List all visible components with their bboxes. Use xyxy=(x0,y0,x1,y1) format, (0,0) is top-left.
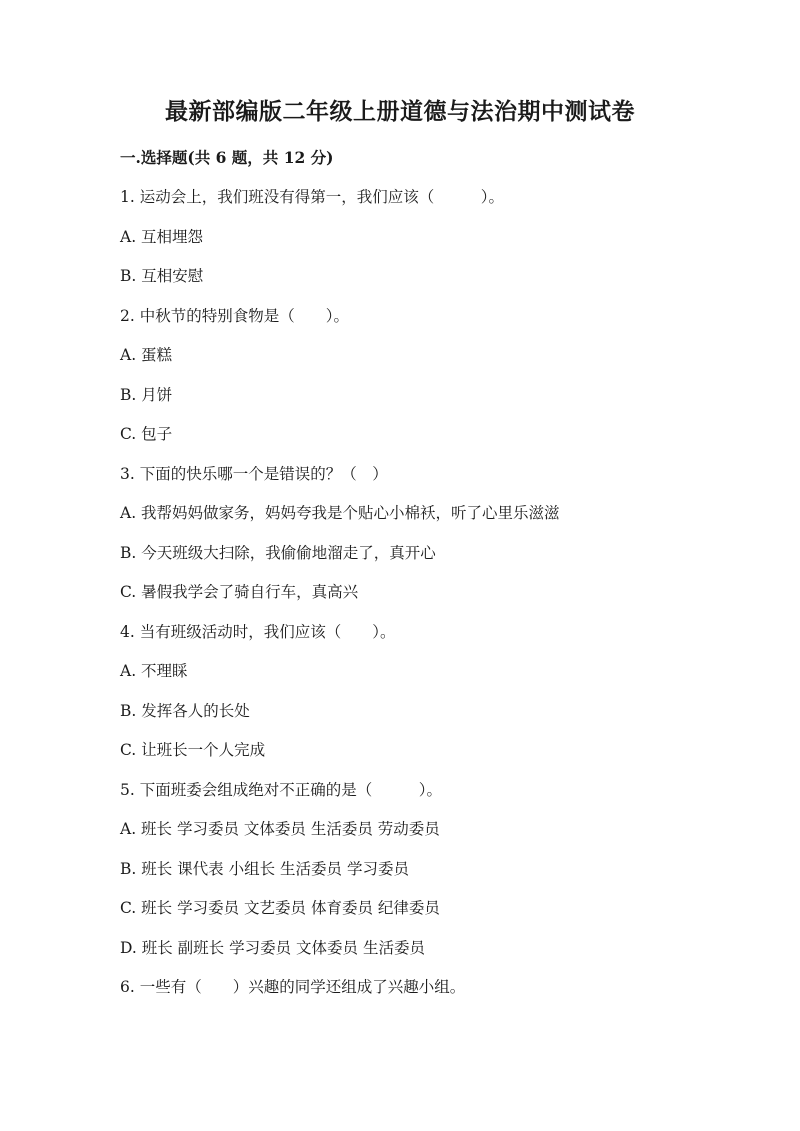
option-line: B. 今天班级大扫除，我偷偷地溜走了，真开心 xyxy=(120,543,436,562)
option-line: A. 不理睬 xyxy=(120,662,188,680)
option-line: D. 班长 副班长 学习委员 文体委员 生活委员 xyxy=(120,938,425,957)
question-list xyxy=(120,185,720,1015)
option-line: C. 班长 学习委员 文艺委员 体育委员 纪律委员 xyxy=(120,899,440,917)
option-line: B. 发挥各人的长处 xyxy=(120,701,250,720)
option-line: A. 蛋糕 xyxy=(120,346,173,364)
section-heading: 一.选择题(共 6 题，共 12 分) xyxy=(120,148,334,167)
option-line: B. 互相安慰 xyxy=(120,267,204,285)
option-line: B. 班长 课代表 小组长 生活委员 学习委员 xyxy=(120,859,409,878)
document-title: 最新部编版二年级上册道德与法治期中测试卷 xyxy=(165,98,635,125)
question-line: 6. 一些有（ ）兴趣的同学还组成了兴趣小组。 xyxy=(120,978,466,996)
option-line: C. 让班长一个人完成 xyxy=(120,741,266,759)
question-line: 5. 下面班委会组成绝对不正确的是（ ）。 xyxy=(120,780,442,799)
option-line: B. 月饼 xyxy=(120,385,173,404)
option-line: A. 互相埋怨 xyxy=(120,227,204,246)
option-line: A. 我帮妈妈做家务，妈妈夸我是个贴心小棉袄，听了心里乐滋滋 xyxy=(120,504,560,522)
question-line: 3. 下面的快乐哪一个是错误的？（ ） xyxy=(120,464,388,483)
question-line: 1. 运动会上，我们班没有得第一，我们应该（ ）。 xyxy=(120,188,504,206)
option-line: C. 暑假我学会了骑自行车，真高兴 xyxy=(120,583,359,601)
option-line: A. 班长 学习委员 文体委员 生活委员 劳动委员 xyxy=(120,820,440,838)
question-line: 4. 当有班级活动时，我们应该（ ）。 xyxy=(120,622,396,641)
question-line: 2. 中秋节的特别食物是（ ）。 xyxy=(120,306,349,325)
option-line: C. 包子 xyxy=(120,425,173,443)
